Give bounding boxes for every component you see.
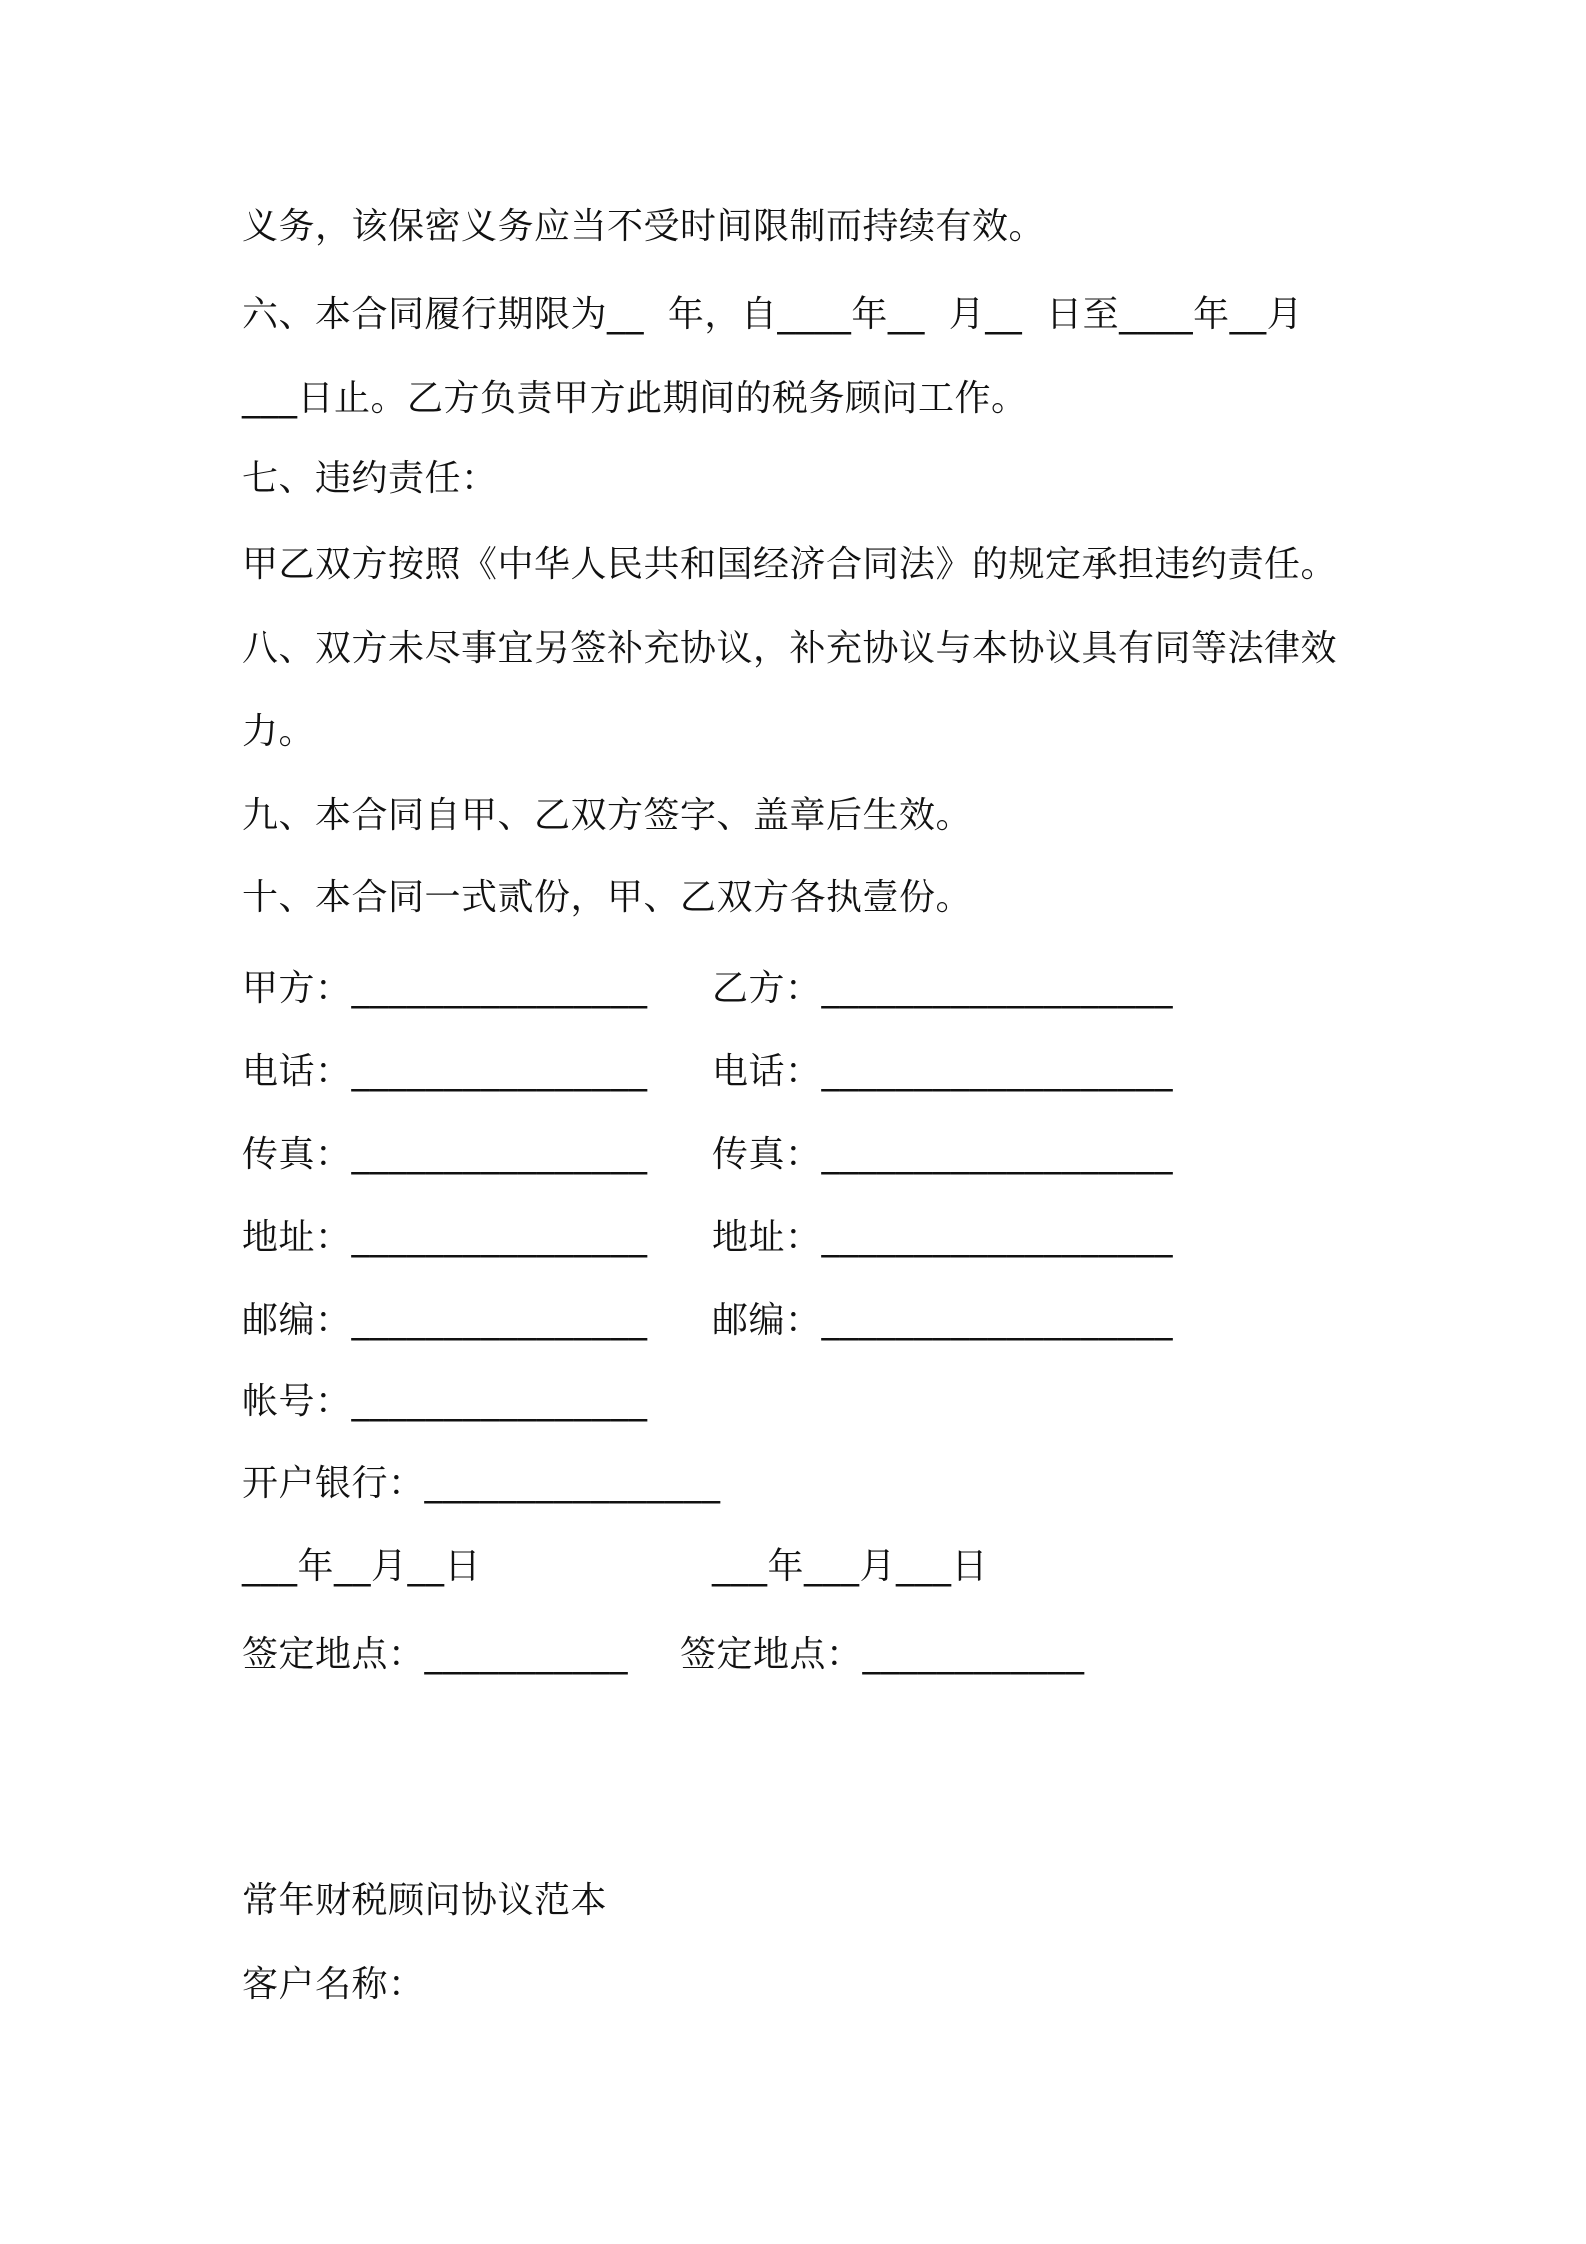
zip-b-field: 邮编：___________________ <box>712 1300 1174 1341</box>
account-field: 帐号：________________ <box>242 1381 648 1422</box>
phone-a-field: 电话：________________ <box>242 1051 648 1092</box>
paragraph-confidentiality-end: 义务，该保密义务应当不受时间限制而持续有效。 <box>242 206 1046 247</box>
clause-ten: 十、本合同一式贰份，甲、乙双方各执壹份。 <box>242 877 973 918</box>
clause-eight-cont: 力。 <box>242 711 316 752</box>
party-a-field: 甲方：________________ <box>242 968 648 1009</box>
place-b-field: 签定地点：____________ <box>680 1634 1085 1675</box>
clause-six-term: 六、本合同履行期限为__ 年，自____年__ 月__ 日至____年__月 <box>242 294 1304 335</box>
client-name-field: 客户名称： <box>242 1964 425 2005</box>
phone-b-field: 电话：___________________ <box>712 1051 1174 1092</box>
date-a-field: ___年__月__日 <box>242 1546 482 1587</box>
clause-seven-heading: 七、违约责任： <box>242 458 498 499</box>
address-a-field: 地址：________________ <box>242 1217 648 1258</box>
next-document-title: 常年财税顾问协议范本 <box>242 1880 608 1921</box>
clause-seven-body: 甲乙双方按照《中华人民共和国经济合同法》的规定承担违约责任。 <box>242 544 1338 585</box>
bank-field: 开户银行：________________ <box>242 1463 721 1504</box>
clause-eight: 八、双方未尽事宜另签补充协议，补充协议与本协议具有同等法律效 <box>242 628 1338 669</box>
zip-a-field: 邮编：________________ <box>242 1300 648 1341</box>
place-a-field: 签定地点：___________ <box>242 1634 629 1675</box>
clause-nine: 九、本合同自甲、乙双方签字、盖章后生效。 <box>242 795 973 836</box>
fax-b-field: 传真：___________________ <box>712 1134 1174 1175</box>
fax-a-field: 传真：________________ <box>242 1134 648 1175</box>
clause-six-term-cont: ___日止。乙方负责甲方此期间的税务顾问工作。 <box>242 378 1028 419</box>
date-b-field: ___年___月___日 <box>712 1546 989 1587</box>
address-b-field: 地址：___________________ <box>712 1217 1174 1258</box>
party-b-field: 乙方：___________________ <box>712 968 1174 1009</box>
